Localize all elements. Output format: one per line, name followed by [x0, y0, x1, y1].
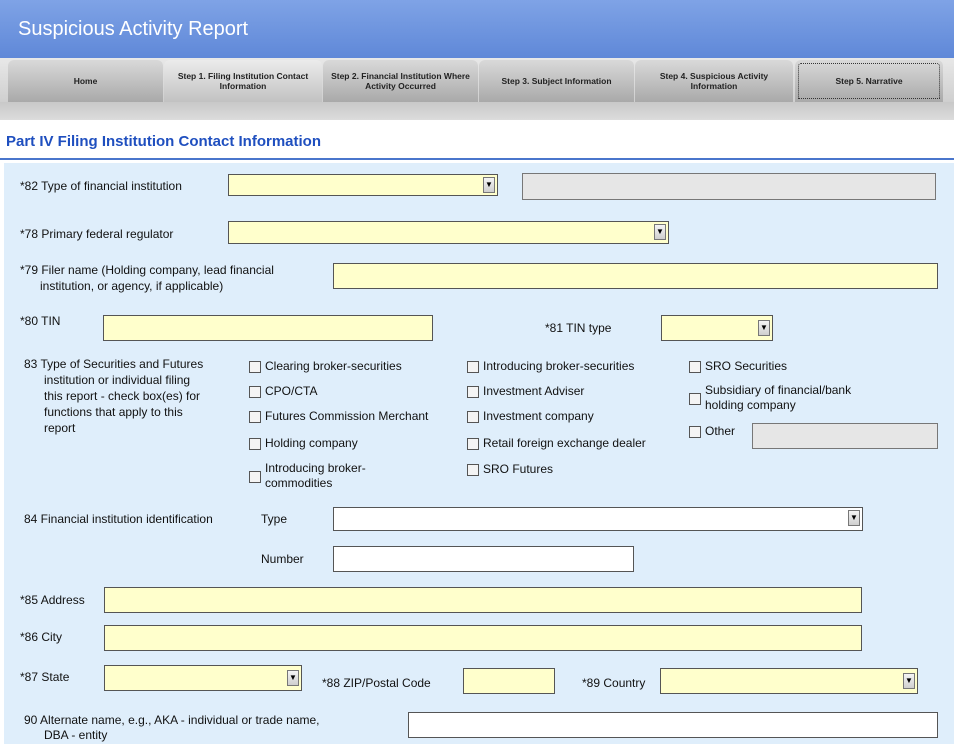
other-description-field[interactable] — [752, 423, 938, 449]
app-header — [0, 0, 954, 58]
checkbox-retail-foreign-exchange-dealer[interactable]: Retail foreign exchange dealer — [467, 436, 646, 451]
address-label: *85 Address — [20, 593, 85, 607]
checkbox[interactable] — [689, 361, 701, 373]
tab-step-4[interactable]: Step 4. Suspicious Activity Information — [635, 60, 793, 102]
checkbox-sro-futures[interactable]: SRO Futures — [467, 462, 553, 477]
checkbox[interactable] — [249, 386, 261, 398]
app-title: Suspicious Activity Report — [18, 18, 249, 40]
checkbox[interactable] — [467, 464, 479, 476]
tab-step-2[interactable]: Step 2. Financial Institution Where Activity Occurred — [323, 60, 478, 102]
securities-label-line5: report — [44, 421, 76, 435]
fi-id-label: 84 Financial institution identification — [24, 512, 213, 526]
tin-input[interactable] — [103, 315, 433, 341]
zip-label: *88 ZIP/Postal Code — [322, 676, 431, 690]
checkbox-subsidiary[interactable]: Subsidiary of financial/bank holding company — [689, 383, 851, 413]
tin-type-label: *81 TIN type — [545, 321, 612, 335]
filer-name-label: *79 Filer name (Holding company, lead financial — [20, 263, 274, 277]
address-input[interactable] — [104, 587, 862, 613]
state-select[interactable] — [104, 665, 302, 691]
dropdown-arrow-icon[interactable]: ▼ — [848, 510, 860, 526]
type-fi-label: *82 Type of financial institution — [20, 179, 182, 193]
checkbox-investment-company[interactable]: Investment company — [467, 409, 594, 424]
dropdown-arrow-icon[interactable]: ▼ — [903, 673, 915, 689]
dropdown-arrow-icon[interactable]: ▼ — [483, 177, 495, 193]
checkbox[interactable] — [467, 438, 479, 450]
alternate-name-label-line2: DBA - entity — [44, 728, 108, 742]
alternate-name-input[interactable] — [408, 712, 938, 738]
city-input[interactable] — [104, 625, 862, 651]
country-label: *89 Country — [582, 676, 646, 690]
checkbox[interactable] — [467, 361, 479, 373]
fi-id-type-label: Type — [261, 512, 288, 526]
filer-name-input[interactable] — [333, 263, 938, 289]
tin-type-select[interactable] — [661, 315, 773, 341]
dropdown-arrow-icon[interactable]: ▼ — [654, 224, 666, 240]
tab-step-5[interactable]: Step 5. Narrative — [795, 60, 943, 102]
checkbox-holding-company[interactable]: Holding company — [249, 436, 358, 451]
filer-name-label-line2: institution, or agency, if applicable) — [40, 279, 224, 293]
checkbox[interactable] — [689, 393, 701, 405]
securities-label-line1: 83 Type of Securities and Futures — [24, 357, 204, 371]
city-label: *86 City — [20, 630, 63, 644]
checkbox-introducing-broker-commodities[interactable]: Introducing broker- commodities — [249, 461, 366, 491]
dropdown-arrow-icon[interactable]: ▼ — [287, 670, 299, 686]
checkbox[interactable] — [249, 361, 261, 373]
checkbox[interactable] — [467, 411, 479, 423]
checkbox-cpo-cta[interactable]: CPO/CTA — [249, 384, 317, 399]
checkbox[interactable] — [249, 438, 261, 450]
part-title: Part IV Filing Institution Contact Information — [6, 133, 321, 150]
state-label: *87 State — [20, 670, 70, 684]
regulator-select[interactable] — [228, 221, 669, 244]
fi-id-type-select[interactable] — [333, 507, 863, 531]
checkbox-other[interactable]: Other — [689, 424, 735, 439]
checkbox[interactable] — [689, 426, 701, 438]
checkbox-investment-adviser[interactable]: Investment Adviser — [467, 384, 584, 399]
checkbox[interactable] — [467, 386, 479, 398]
tin-label: *80 TIN — [20, 314, 61, 328]
country-select[interactable] — [660, 668, 918, 694]
checkbox-introducing-broker-securities[interactable]: Introducing broker-securities — [467, 359, 634, 374]
securities-label-line3: this report - check box(es) for — [44, 389, 201, 403]
form-panel — [4, 163, 954, 744]
regulator-label: *78 Primary federal regulator — [20, 227, 174, 241]
fi-id-number-input[interactable] — [333, 546, 634, 572]
securities-label-line2: institution or individual filing — [44, 373, 191, 387]
fi-id-number-label: Number — [261, 552, 304, 566]
checkbox[interactable] — [249, 471, 261, 483]
checkbox-sro-securities[interactable]: SRO Securities — [689, 359, 787, 374]
tab-step-1[interactable]: Step 1. Filing Institution Contact Information — [164, 60, 322, 102]
checkbox[interactable] — [249, 411, 261, 423]
type-fi-select[interactable] — [228, 174, 498, 196]
title-divider — [0, 158, 954, 160]
dropdown-arrow-icon[interactable]: ▼ — [758, 320, 770, 336]
tab-step-3[interactable]: Step 3. Subject Information — [479, 60, 634, 102]
zip-input[interactable] — [463, 668, 555, 694]
tab-home[interactable]: Home — [8, 60, 163, 102]
securities-label-line4: functions that apply to this — [44, 405, 183, 419]
type-fi-other-field[interactable] — [522, 173, 936, 200]
checkbox-futures-commission-merchant[interactable]: Futures Commission Merchant — [249, 409, 428, 424]
alternate-name-label: 90 Alternate name, e.g., AKA - individual or trade name, — [24, 713, 320, 727]
checkbox-clearing-broker-securities[interactable]: Clearing broker-securities — [249, 359, 402, 374]
